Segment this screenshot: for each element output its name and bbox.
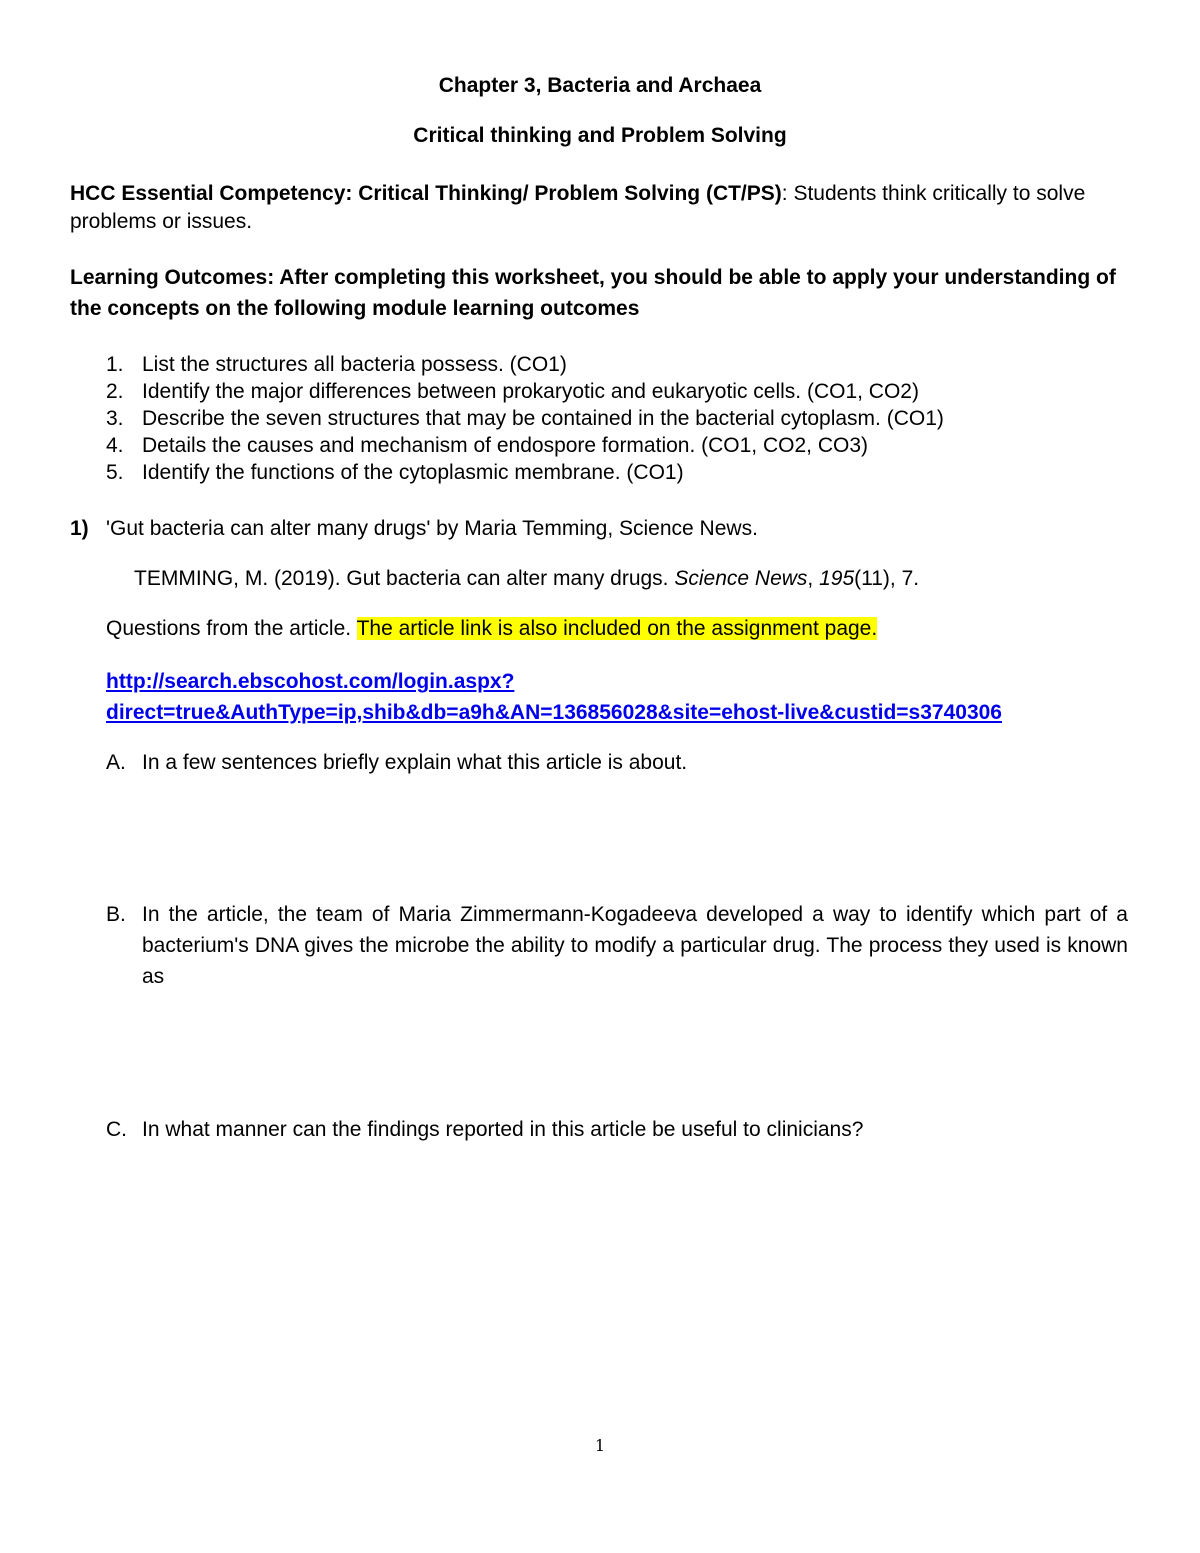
journal-volume: 195 bbox=[819, 567, 855, 590]
article-link-line-2[interactable]: direct=true&AuthType=ip,shib&db=a9h&AN=136856028&site=ehost-live&custid=s3740306 bbox=[106, 701, 1002, 724]
section-1-heading bbox=[70, 515, 758, 543]
article-link[interactable] bbox=[106, 666, 1002, 728]
question-b: B. In the article, the team of Maria Zimmermann-Kogadeeva developed a way to identify which part of a bacterium's DNA gives the microbe the ability to modify a particular drug. The process they used is known as bbox=[106, 903, 1128, 988]
citation: TEMMING, M. (2019). Gut bacteria can alter many drugs. Science News, 195(11), 7. bbox=[134, 567, 920, 590]
questions-intro: Questions from the article. The article link is also included on the assignment page. bbox=[106, 617, 878, 640]
page-number: 1 bbox=[594, 1436, 606, 1455]
highlighted-note: The article link is also included on the assignment page. bbox=[356, 617, 878, 640]
list-item: 1. List the structures all bacteria possess. (CO1) bbox=[106, 353, 567, 376]
competency-text: : Students think critically to solve problems or issues. bbox=[70, 182, 1086, 233]
section-number: 1) bbox=[70, 517, 89, 540]
question-a: A. In a few sentences briefly explain what this article is about. bbox=[106, 751, 688, 774]
document-title: Chapter 3, Bacteria and Archaea bbox=[438, 74, 762, 97]
list-item: 4. Details the causes and mechanism of endospore formation. (CO1, CO2, CO3) bbox=[106, 434, 868, 457]
list-item: 2. Identify the major differences between prokaryotic and eukaryotic cells. (CO1, CO2) bbox=[106, 380, 919, 403]
section-title: 'Gut bacteria can alter many drugs' by Maria Temming, Science News. bbox=[106, 517, 758, 540]
question-c: C. In what manner can the findings reported in this article be useful to clinicians? bbox=[106, 1118, 864, 1141]
competency-paragraph bbox=[70, 180, 1130, 236]
article-link-line-1[interactable]: http://search.ebscohost.com/login.aspx? bbox=[106, 670, 515, 693]
journal-name: Science News bbox=[674, 567, 808, 590]
document-subtitle: Critical thinking and Problem Solving bbox=[413, 124, 787, 147]
list-item: 3. Describe the seven structures that may be contained in the bacterial cytoplasm. (CO1) bbox=[106, 407, 944, 430]
learning-outcomes-heading: Learning Outcomes: After completing this worksheet, you should be able to apply your understanding of the concepts on the following module learning outcomes bbox=[70, 266, 1116, 320]
competency-label: HCC Essential Competency: Critical Thinking/ Problem Solving (CT/PS) bbox=[70, 182, 782, 205]
list-item: 5. Identify the functions of the cytoplasmic membrane. (CO1) bbox=[106, 461, 684, 484]
